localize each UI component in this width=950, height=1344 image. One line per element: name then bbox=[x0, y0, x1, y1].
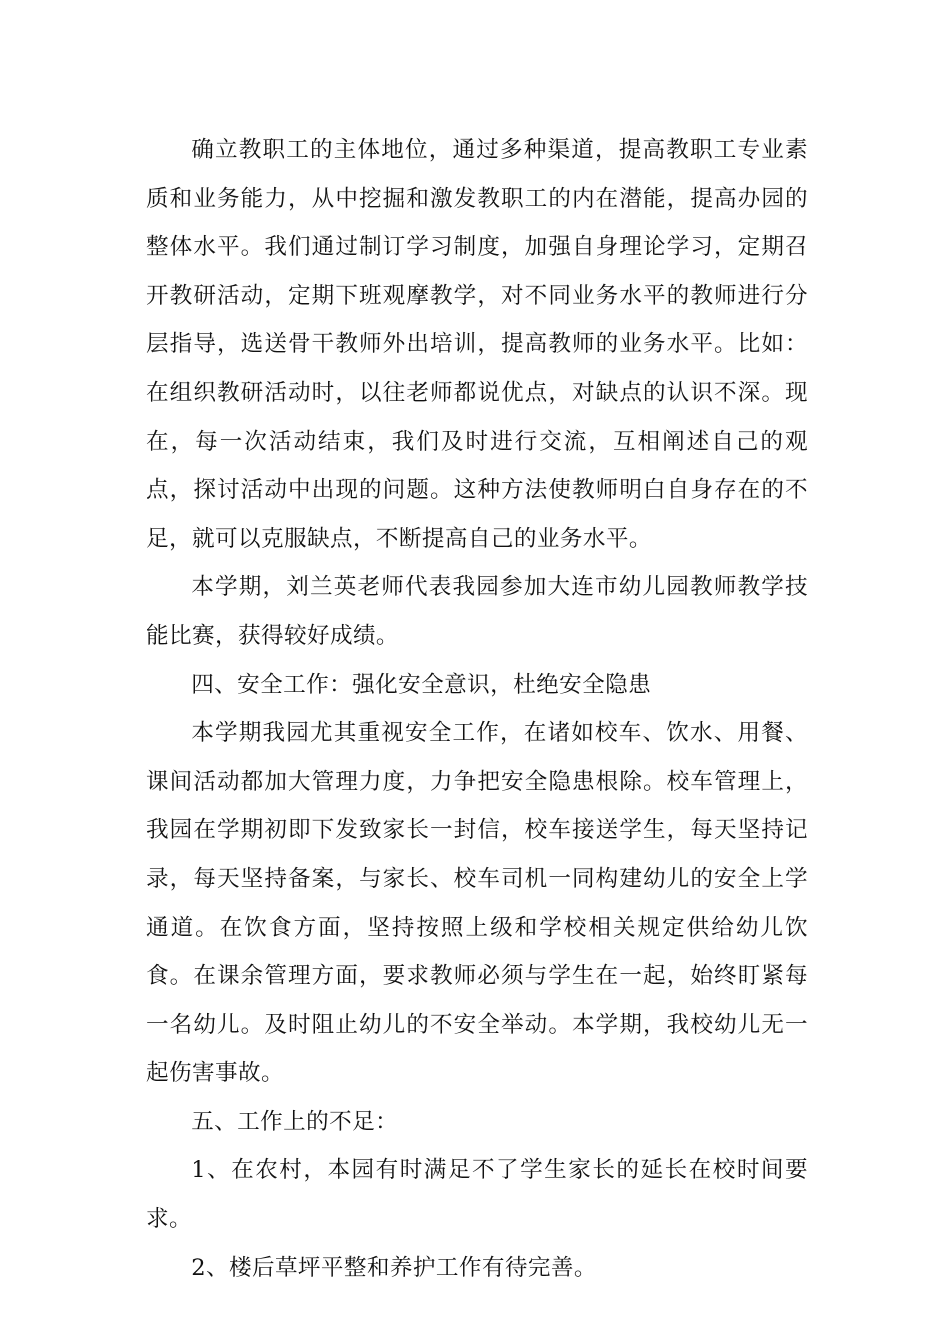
paragraph-competition: 本学期，刘兰英老师代表我园参加大连市幼儿园教师教学技能比赛，获得较好成绩。 bbox=[146, 574, 808, 649]
section-heading-safety: 四、安全工作：强化安全意识，杜绝安全隐患 bbox=[191, 671, 652, 698]
list-item-shortcoming-2: 2、楼后草坪平整和养护工作有待完善。 bbox=[191, 1254, 597, 1281]
list-item-shortcoming-1: 1、在农村，本园有时满足不了学生家长的延长在校时间要求。 bbox=[146, 1157, 808, 1233]
paragraph-safety-work: 本学期我园尤其重视安全工作，在诸如校车、饮水、用餐、课间活动都加大管理力度，力争把安全隐患根除。校车管理上，我园在学期初即下发致家长一封信，校车接送学生，每天坚持记录，每天坚持备案，与家长、校车司机一同构建幼儿的安全上学通道。在饮食方面，坚持按照上级和学校相关规定供给幼儿饮食。在课余管理方面，要求教师必须与学生在一起，始终盯紧每一名幼儿。及时阻止幼儿的不安全举动。本学期，我校幼儿无一起伤害事故。 bbox=[146, 720, 808, 1087]
document-body bbox=[146, 126, 808, 1292]
paragraph-staff-development: 确立教职工的主体地位，通过多种渠道，提高教职工专业素质和业务能力，从中挖掘和激发教职工的内在潜能，提高办园的整体水平。我们通过制订学习制度，加强自身理论学习，定期召开教研活动，定期下班观摩教学，对不同业务水平的教师进行分层指导，选送骨干教师外出培训，提高教师的业务水平。比如：在组织教研活动时，以往老师都说优点，对缺点的认识不深。现在，每一次活动结束，我们及时进行交流，互相阐述自己的观点，探讨活动中出现的问题。这种方法使教师明白自身存在的不足，就可以克服缺点，不断提高自己的业务水平。 bbox=[146, 137, 808, 552]
section-heading-shortcomings: 五、工作上的不足： bbox=[191, 1108, 399, 1135]
